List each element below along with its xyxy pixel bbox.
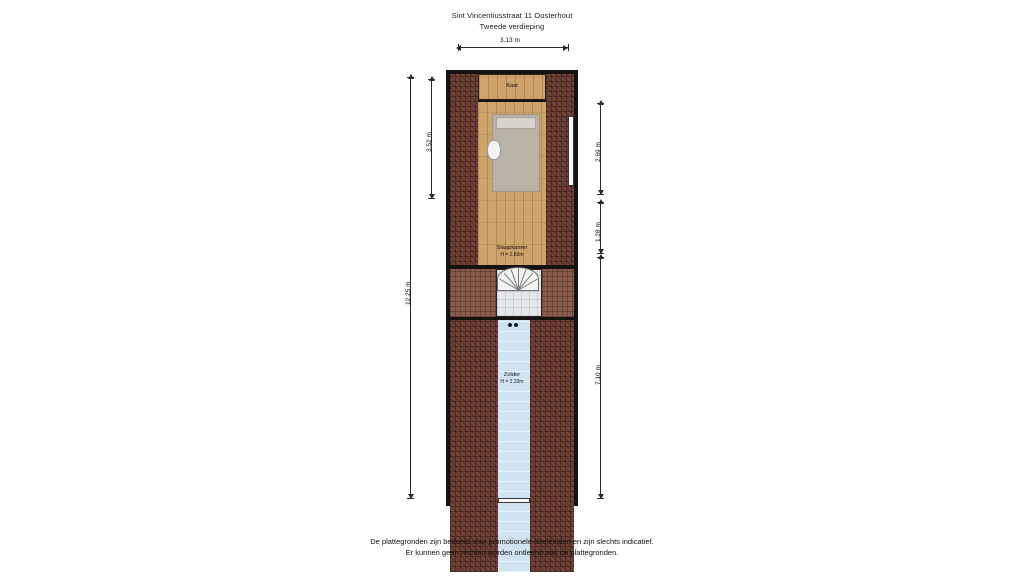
wall-kast-bedroom: [478, 100, 546, 102]
room-zolder-label: [472, 372, 552, 386]
dim-left-total-label: 12.25 m: [405, 281, 412, 305]
attic-fixture-dot: [508, 323, 512, 327]
room-slaapkamer-label: [478, 245, 546, 259]
footer-line-2: Er kunnen geen rechten worden ontleend aan de plattegronden.: [405, 548, 619, 557]
dim-top-tick-left: [458, 44, 459, 51]
attic-fixtures: [508, 323, 518, 327]
dim-top-label: 3.13 m: [500, 37, 520, 44]
dim-right-landing-tick-top: [597, 202, 604, 203]
dim-right-attic-tick-top: [597, 257, 604, 258]
dim-left-upper-tick-bottom: [428, 198, 435, 199]
dim-right-landing-label: 1.28 m: [595, 222, 602, 242]
dim-top-tick-right: [568, 44, 569, 51]
room-slaapkamer-name: Slaapkamer: [496, 245, 528, 251]
dim-left-total-tick-bottom: [407, 498, 414, 499]
dim-left-upper-label: 3.52 m: [426, 132, 433, 152]
building-outline: [446, 70, 578, 506]
bed-pillow: [496, 117, 536, 129]
dim-right-bedroom-label: 2.69 m: [595, 142, 602, 162]
roof-slope-right-attic: [530, 320, 574, 572]
room-slaapkamer-height: H = 2.82m: [500, 252, 524, 258]
staircase-fan: [497, 267, 539, 291]
room-zolder-height: H = 2.33m: [500, 379, 524, 385]
plan-subtitle: Tweede verdieping: [479, 22, 545, 31]
attic-fixture-dot: [514, 323, 518, 327]
room-kast-label: [478, 83, 546, 90]
dim-right-bedroom-tick-top: [597, 103, 604, 104]
toilet-upper: [487, 140, 501, 160]
roof-slope-left-attic: [450, 320, 498, 572]
roof-slope-left-upper: [450, 74, 478, 267]
dim-left-total-tick-top: [407, 77, 414, 78]
landing-surround-right: [542, 269, 574, 317]
plan-footer: [0, 536, 1024, 558]
plan-title: Sint Vincentiusstraat 11 Oosterhout: [451, 11, 573, 20]
room-zolder: [498, 320, 530, 572]
dim-right-bedroom-tick-bottom: [597, 194, 604, 195]
dim-top-line: [458, 47, 568, 48]
room-zolder-name: Zolder: [503, 372, 521, 378]
window-attic-bottom: [498, 498, 530, 503]
landing-surround-left: [450, 269, 496, 317]
dim-left-upper-tick-top: [428, 79, 435, 80]
window-bedroom-right: [568, 116, 574, 186]
footer-line-1: De plattegronden zijn bedoeld voor promotionele doeleinden en zijn slechts indicatief.: [370, 537, 654, 546]
dim-right-attic-tick-bottom: [597, 498, 604, 499]
dim-right-attic-label: 7.10 m: [595, 365, 602, 385]
room-kast-name: Kast: [506, 83, 518, 89]
